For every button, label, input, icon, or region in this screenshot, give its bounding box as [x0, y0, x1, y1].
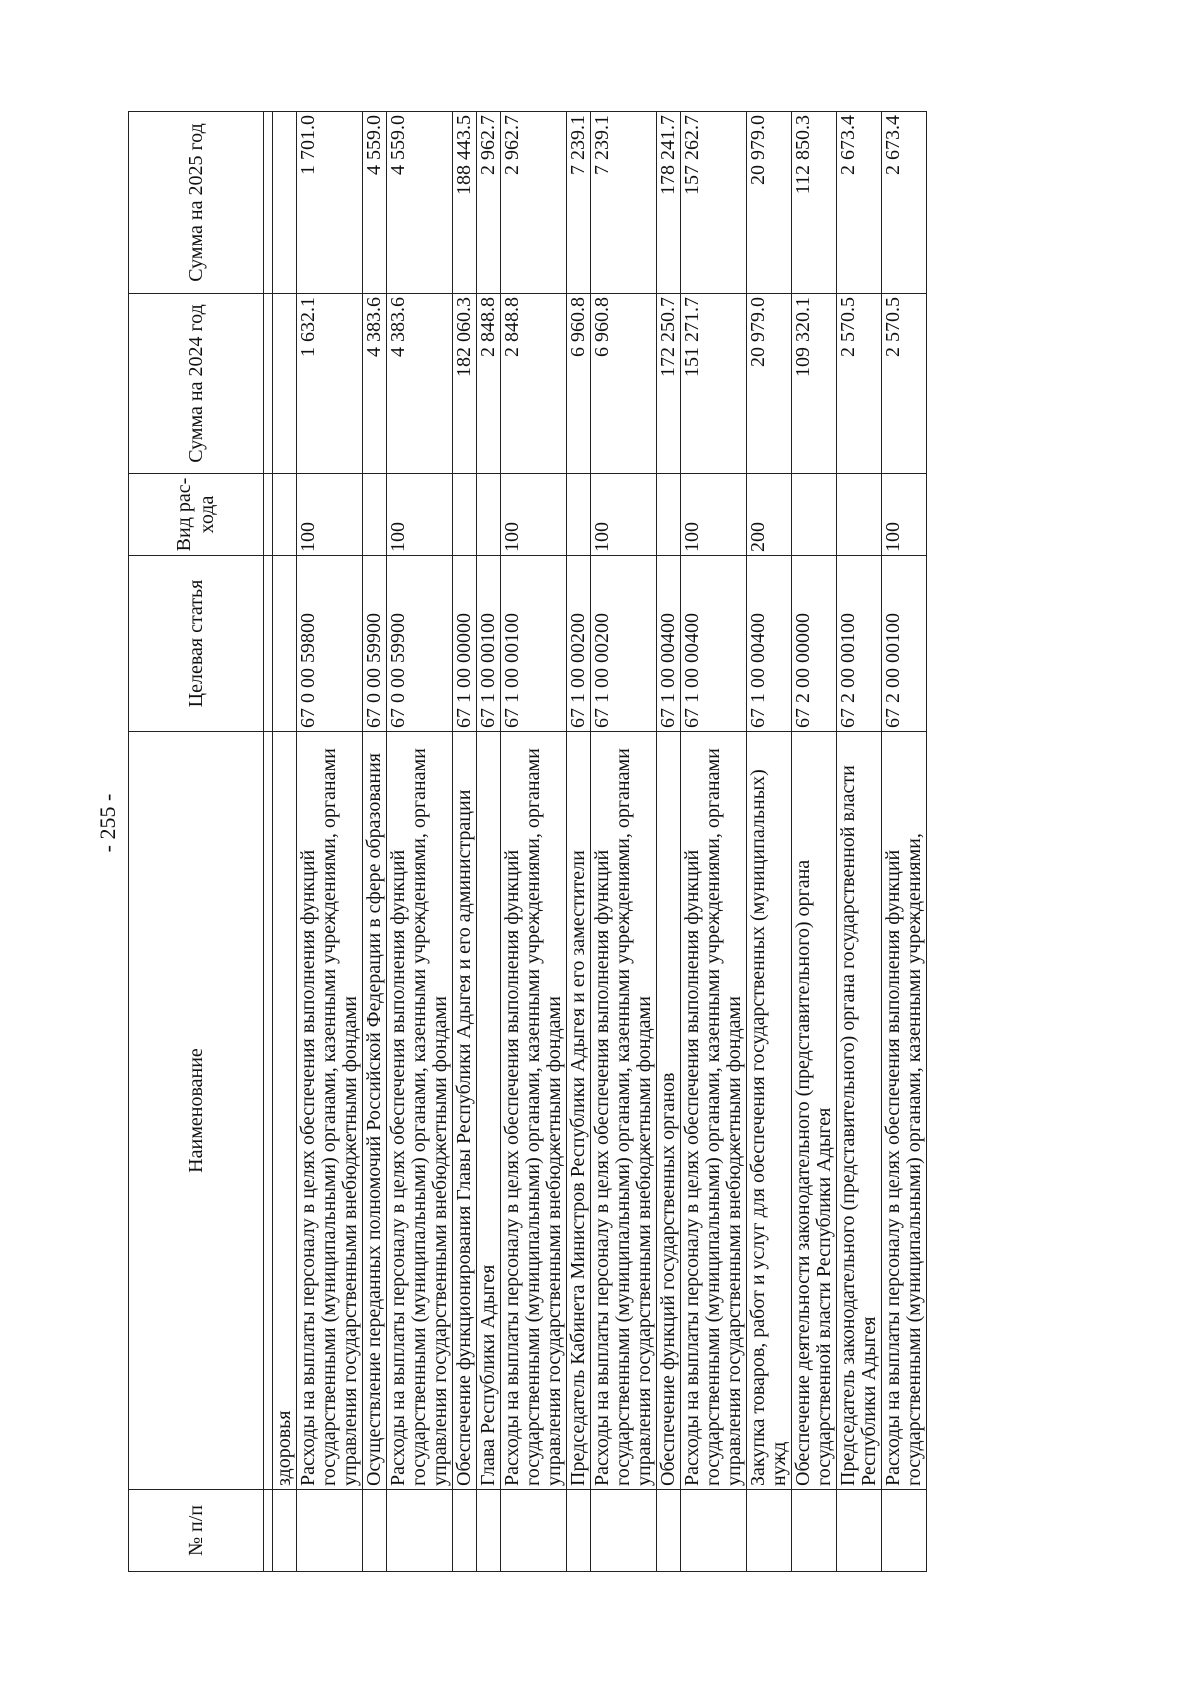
row-target: 67 2 00 00100 [837, 556, 882, 732]
row-2024: 2 570.5 [837, 294, 882, 474]
row-name: Расходы на выплаты персоналу в целях обеспечения выполнения функций государственными (муниципальными) органами, казенными учреждениями, органами управления государственными внебюджетными фондами [297, 732, 363, 1490]
table-row [747, 112, 792, 1572]
row-2025: 2 962.7 [501, 112, 567, 294]
row-kind: 200 [747, 474, 792, 556]
row-target [273, 556, 297, 732]
row-name: Обеспечение функций государственных органов [657, 732, 681, 1490]
row-number [297, 1490, 363, 1572]
row-name: Осуществление переданных полномочий Российской Федерации в сфере образования [363, 732, 387, 1490]
table-row [591, 112, 657, 1572]
row-name: Обеспечение деятельности законодательного (представительного) органа государственной власти Республики Адыгея [792, 732, 837, 1490]
separator-cell [264, 474, 273, 556]
row-2024: 1 632.1 [297, 294, 363, 474]
row-name: здоровья [273, 732, 297, 1490]
separator-row [264, 112, 273, 1572]
row-2024: 6 960.8 [591, 294, 657, 474]
table-body [273, 112, 927, 1572]
row-2024: 182 060.3 [453, 294, 477, 474]
row-2025: 4 559.0 [363, 112, 387, 294]
row-name: Расходы на выплаты персоналу в целях обеспечения выполнения функций государственными (муниципальными) органами, казенными учреждениями, [882, 732, 927, 1490]
row-kind [657, 474, 681, 556]
row-kind [837, 474, 882, 556]
table-row [882, 112, 927, 1572]
row-name: Председатель Кабинета Министров Республики Адыгея и его заместители [567, 732, 591, 1490]
table-row [792, 112, 837, 1572]
row-kind: 100 [882, 474, 927, 556]
row-2025 [273, 112, 297, 294]
table-row [681, 112, 747, 1572]
row-2025: 178 241.7 [657, 112, 681, 294]
header-name: Наименование [129, 732, 264, 1490]
separator-cell [264, 556, 273, 732]
row-number [387, 1490, 453, 1572]
separator-cell [264, 294, 273, 474]
row-number [567, 1490, 591, 1572]
row-2024: 20 979.0 [747, 294, 792, 474]
row-number [657, 1490, 681, 1572]
row-kind [567, 474, 591, 556]
row-2025: 2 673.4 [882, 112, 927, 294]
table-row [387, 112, 453, 1572]
row-2025: 188 443.5 [453, 112, 477, 294]
row-2025: 7 239.1 [591, 112, 657, 294]
separator-cell [264, 112, 273, 294]
row-number [837, 1490, 882, 1572]
header-num: № п/п [129, 1490, 264, 1572]
row-2024: 172 250.7 [657, 294, 681, 474]
row-2024: 2 570.5 [882, 294, 927, 474]
row-kind: 100 [387, 474, 453, 556]
row-2025: 157 262.7 [681, 112, 747, 294]
budget-table [128, 111, 927, 1572]
row-number [501, 1490, 567, 1572]
row-number [747, 1490, 792, 1572]
row-number [273, 1490, 297, 1572]
row-target: 67 1 00 00100 [477, 556, 501, 732]
row-2025: 2 673.4 [837, 112, 882, 294]
row-target: 67 1 00 00400 [681, 556, 747, 732]
table-row [273, 112, 297, 1572]
row-target: 67 1 00 00200 [567, 556, 591, 732]
row-name: Председатель законодательного (представительного) органа государственной власти Республики Адыгея [837, 732, 882, 1490]
row-2025: 4 559.0 [387, 112, 453, 294]
row-target: 67 0 00 59900 [363, 556, 387, 732]
table-row [657, 112, 681, 1572]
row-2024: 6 960.8 [567, 294, 591, 474]
separator-cell [264, 1490, 273, 1572]
table-row [501, 112, 567, 1572]
row-kind [273, 474, 297, 556]
row-2024: 151 271.7 [681, 294, 747, 474]
row-kind: 100 [681, 474, 747, 556]
row-target: 67 1 00 00000 [453, 556, 477, 732]
row-kind [792, 474, 837, 556]
row-name: Расходы на выплаты персоналу в целях обеспечения выполнения функций государственными (муниципальными) органами, казенными учреждениями, органами управления государственными внебюджетными фондами [501, 732, 567, 1490]
rotated-page [128, 112, 1146, 1572]
header-kind: Вид рас-хода [129, 474, 264, 556]
row-number [792, 1490, 837, 1572]
header-row [129, 112, 264, 1572]
row-2024: 4 383.6 [363, 294, 387, 474]
row-target: 67 0 00 59900 [387, 556, 453, 732]
row-target: 67 2 00 00000 [792, 556, 837, 732]
row-name: Расходы на выплаты персоналу в целях обеспечения выполнения функций государственными (муниципальными) органами, казенными учреждениями, органами управления государственными внебюджетными фондами [591, 732, 657, 1490]
row-2024: 2 848.8 [477, 294, 501, 474]
row-number [681, 1490, 747, 1572]
row-number [591, 1490, 657, 1572]
row-target: 67 0 00 59800 [297, 556, 363, 732]
table-row [837, 112, 882, 1572]
row-2024 [273, 294, 297, 474]
row-kind: 100 [297, 474, 363, 556]
row-2025: 20 979.0 [747, 112, 792, 294]
row-name: Расходы на выплаты персоналу в целях обеспечения выполнения функций государственными (муниципальными) органами, казенными учреждениями, органами управления государственными внебюджетными фондами [681, 732, 747, 1490]
row-target: 67 1 00 00400 [747, 556, 792, 732]
page-number: - 255 - [95, 793, 120, 853]
table-row [363, 112, 387, 1572]
row-2025: 2 962.7 [477, 112, 501, 294]
row-2025: 1 701.0 [297, 112, 363, 294]
header-target: Целевая статья [129, 556, 264, 732]
row-2024: 2 848.8 [501, 294, 567, 474]
table-row [567, 112, 591, 1572]
header-2025: Сумма на 2025 год [129, 112, 264, 294]
row-number [882, 1490, 927, 1572]
row-2024: 109 320.1 [792, 294, 837, 474]
header-2024: Сумма на 2024 год [129, 294, 264, 474]
separator-cell [264, 732, 273, 1490]
table-row [453, 112, 477, 1572]
row-2024: 4 383.6 [387, 294, 453, 474]
row-target: 67 1 00 00100 [501, 556, 567, 732]
row-number [363, 1490, 387, 1572]
row-kind: 100 [591, 474, 657, 556]
row-name: Глава Республики Адыгея [477, 732, 501, 1490]
row-number [477, 1490, 501, 1572]
row-kind [363, 474, 387, 556]
row-number [453, 1490, 477, 1572]
row-name: Закупка товаров, работ и услуг для обеспечения государственных (муниципальных) нужд [747, 732, 792, 1490]
table-row [297, 112, 363, 1572]
table-row [477, 112, 501, 1572]
row-kind [453, 474, 477, 556]
row-target: 67 1 00 00400 [657, 556, 681, 732]
row-2025: 112 850.3 [792, 112, 837, 294]
row-kind [477, 474, 501, 556]
row-name: Расходы на выплаты персоналу в целях обеспечения выполнения функций государственными (муниципальными) органами, казенными учреждениями, органами управления государственными внебюджетными фондами [387, 732, 453, 1490]
row-name: Обеспечение функционирования Главы Республики Адыгея и его администрации [453, 732, 477, 1490]
row-kind: 100 [501, 474, 567, 556]
row-target: 67 1 00 00200 [591, 556, 657, 732]
row-2025: 7 239.1 [567, 112, 591, 294]
row-target: 67 2 00 00100 [882, 556, 927, 732]
